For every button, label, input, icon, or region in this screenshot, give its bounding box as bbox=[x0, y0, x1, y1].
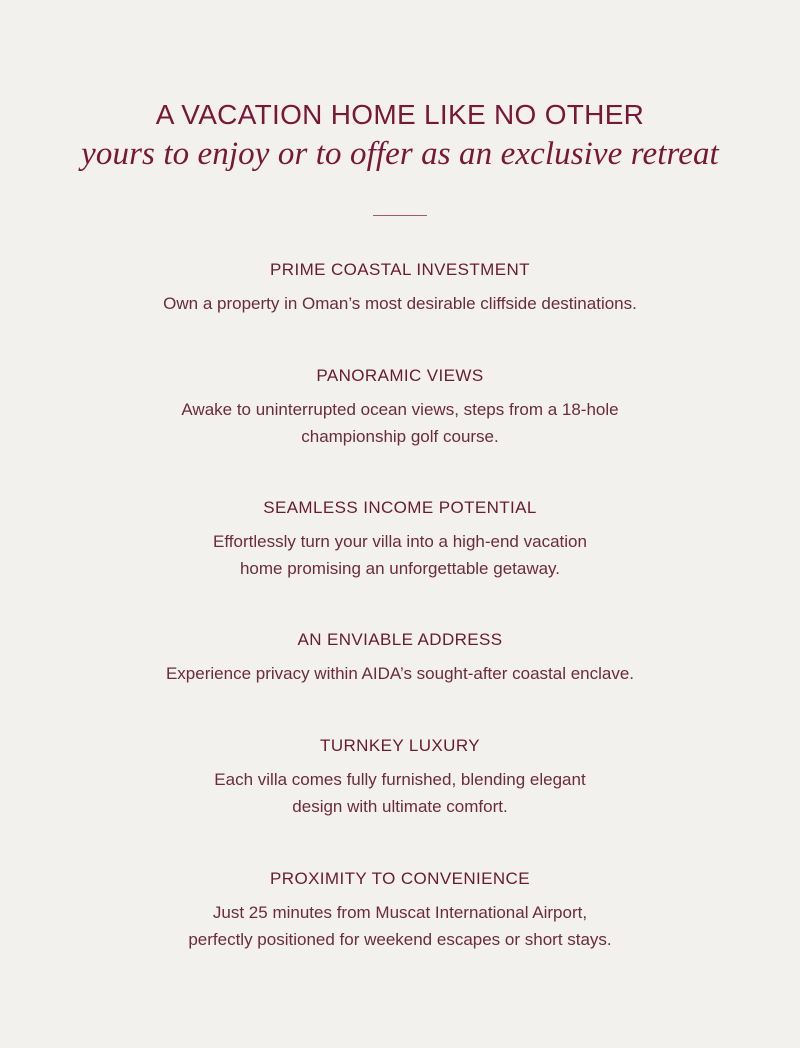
feature-heading: TURNKEY LUXURY bbox=[320, 736, 480, 755]
feature-body-line: Effortlessly turn your villa into a high-end vacation bbox=[213, 532, 587, 551]
feature-turnkey-luxury bbox=[0, 736, 800, 820]
feature-panoramic-views bbox=[0, 366, 800, 450]
hero-title: A VACATION HOME LIKE NO OTHER bbox=[155, 99, 645, 130]
feature-enviable-address bbox=[0, 630, 800, 687]
feature-heading: AN ENVIABLE ADDRESS bbox=[297, 630, 503, 649]
feature-body-line: championship golf course. bbox=[301, 427, 499, 446]
feature-body-line: Experience privacy within AIDA’s sought-after coastal enclave. bbox=[165, 664, 635, 683]
feature-body bbox=[0, 660, 800, 687]
feature-heading: PROXIMITY TO CONVENIENCE bbox=[270, 869, 530, 888]
feature-body-line: Awake to uninterrupted ocean views, steps from a 18-hole bbox=[181, 400, 619, 419]
feature-body bbox=[0, 899, 800, 953]
feature-body-line: Each villa comes fully furnished, blending elegant bbox=[214, 770, 586, 789]
feature-proximity-to-convenience bbox=[0, 869, 800, 953]
feature-body-line: Own a property in Oman’s most desirable cliffside destinations. bbox=[163, 294, 637, 313]
hero-subtitle: yours to enjoy or to offer as an exclusive retreat bbox=[81, 136, 719, 172]
feature-body bbox=[0, 528, 800, 582]
feature-heading: SEAMLESS INCOME POTENTIAL bbox=[263, 498, 537, 517]
feature-seamless-income-potential bbox=[0, 498, 800, 582]
feature-body-line: design with ultimate comfort. bbox=[292, 797, 508, 816]
section-divider bbox=[373, 215, 427, 216]
feature-body bbox=[0, 766, 800, 820]
feature-body bbox=[0, 396, 800, 450]
feature-body-line: home promising an unforgettable getaway. bbox=[239, 559, 561, 578]
feature-heading: PRIME COASTAL INVESTMENT bbox=[270, 260, 530, 279]
feature-body-line: perfectly positioned for weekend escapes or short stays. bbox=[188, 930, 612, 949]
feature-prime-coastal-investment bbox=[0, 260, 800, 317]
feature-body-line: Just 25 minutes from Muscat International Airport, bbox=[212, 903, 588, 922]
feature-body bbox=[0, 290, 800, 317]
feature-heading: PANORAMIC VIEWS bbox=[316, 366, 484, 385]
